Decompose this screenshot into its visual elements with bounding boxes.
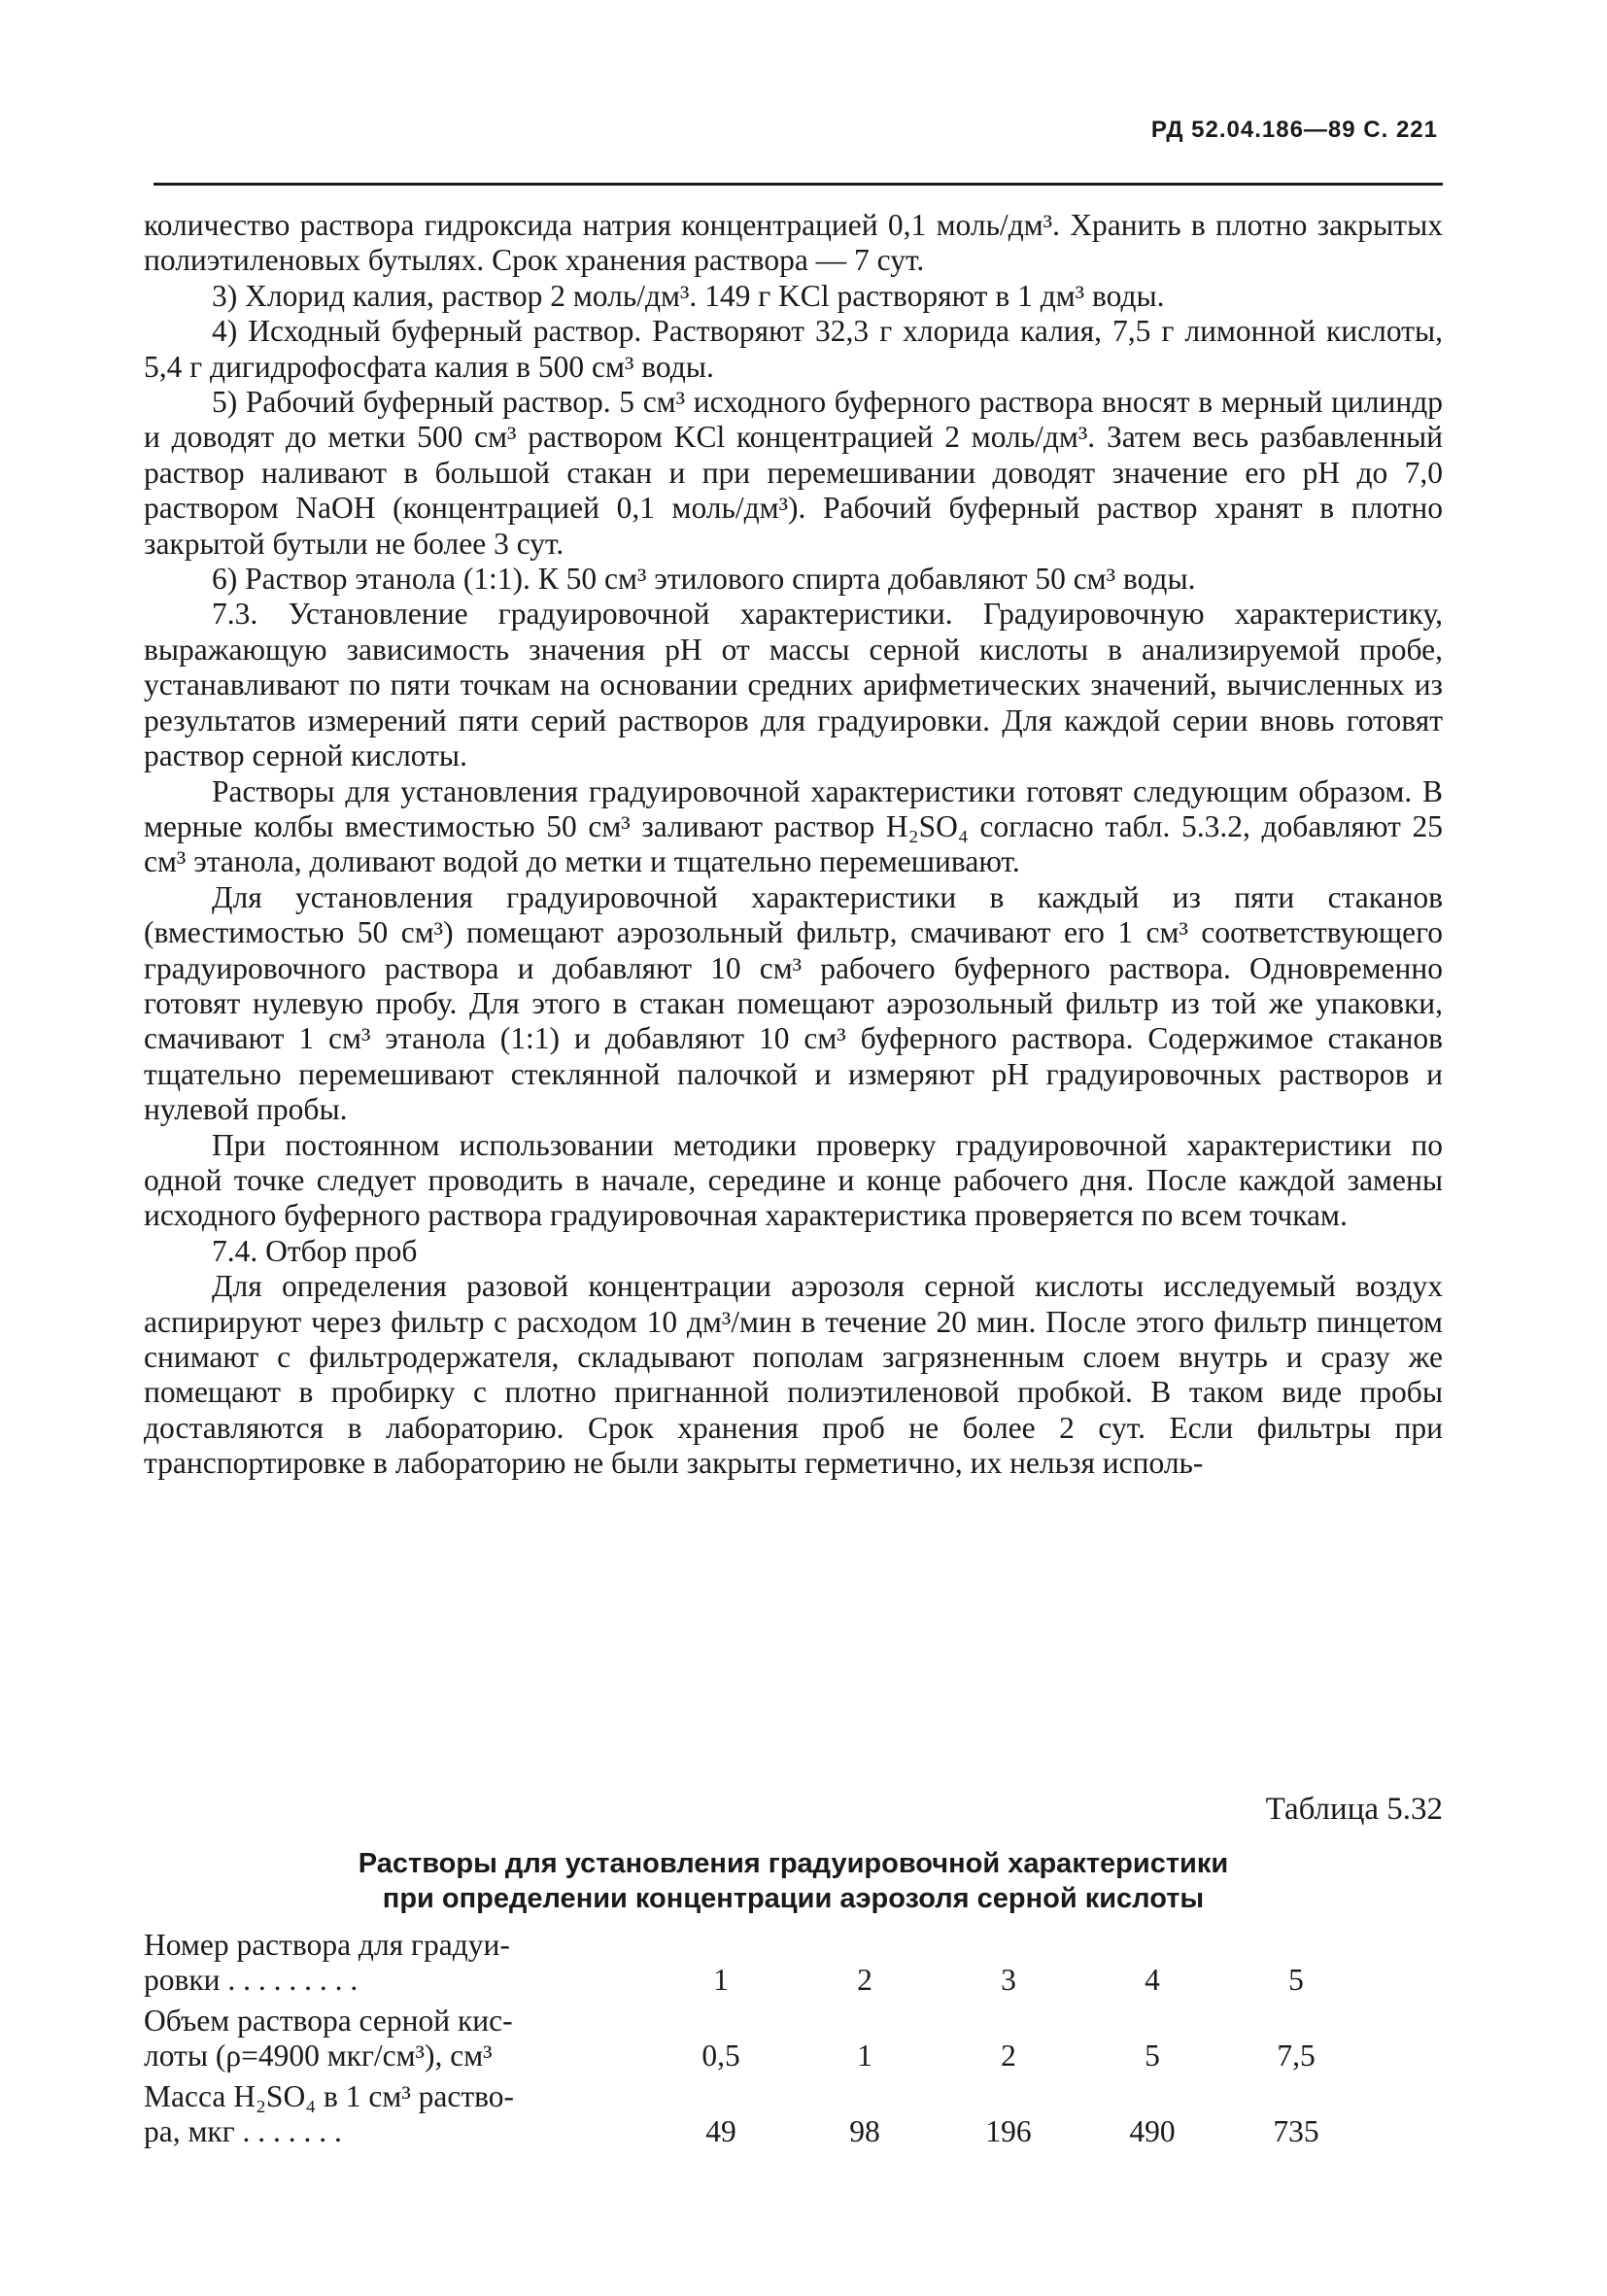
paragraph-1: 3) Хлорид калия, раствор 2 моль/дм³. 149 г KCl растворяют в 1 дм³ воды.	[212, 278, 1165, 313]
table-title-line-1: Растворы для установления градуировочной характеристики	[358, 1848, 1229, 1879]
row-label-line-2: ровки . . . . . . . . .	[144, 1963, 359, 1997]
table-title	[144, 1846, 1443, 1916]
paragraph-3: 5) Рабочий буферный раствор. 5 см³ исходного буферного раствора вносят в мерный цилиндр и доводят до метки 500 см³ раствором KCl концентрацией 2 моль/дм³. Затем весь разбавленный раствор наливают в большой стакан и при перемешивании доводят значение его pH до 7,0 раствором NaOH (концентрацией 0,1 моль/дм³). Рабочий буферный раствор хранят в плотно закрытой бутыли не более 3 сут.	[144, 385, 1443, 561]
table-cell: 7,5	[1277, 2039, 1316, 2073]
table-cell: 196	[985, 2114, 1032, 2148]
paragraph-5: 7.3. Установление градуировочной характеристики. Градуировочную характеристику, выражающую зависимость значения pH от массы серной кислоты в анализируемой пробе, устанавливают по пяти точкам на основании средних арифметических значений, вычисленных из результатов измерений пяти серий растворов для градуировки. Для каждой серии вновь готовят раствор серной кислоты.	[144, 597, 1443, 773]
table-cell: 5	[1145, 2039, 1160, 2073]
table-cell: 0,5	[701, 2039, 740, 2073]
paragraph-8: При постоянном использовании методики проверку градуировочной характеристики по одной точке следует проводить в начале, середине и конце рабочего дня. После каждой замены исходного буферного раствора градуировочная характеристика проверяется по всем точкам.	[144, 1127, 1443, 1233]
table-cell: 5	[1288, 1963, 1304, 1997]
table-cell: 1	[857, 2039, 872, 2073]
row-label-line-2: ра, мкг . . . . . . .	[144, 2114, 342, 2148]
section-heading-7-4: 7.4. Отбор проб	[212, 1233, 418, 1268]
row-label-line-1: Номер раствора для градуи-	[144, 1928, 510, 1962]
table-number: Таблица 5.32	[1265, 1792, 1443, 1827]
table-cell: 98	[849, 2114, 880, 2148]
page-header-reference: РД 52.04.186—89 С. 221	[1150, 117, 1438, 143]
paragraph-0: количество раствора гидроксида натрия концентрацией 0,1 моль/дм³. Хранить в плотно закрытых полиэтиленовых бутылях. Срок хранения раствора — 7 сут.	[144, 208, 1443, 278]
table-cell: 4	[1145, 1963, 1160, 1997]
table-cell: 1	[713, 1963, 729, 1997]
paragraph-7: Для установления градуировочной характеристики в каждый из пяти стаканов (вместимостью 50 см³) помещают аэрозольный фильтр, смачивают его 1 см³ соответствующего градуировочного раствора и добавляют 10 см³ рабочего буферного раствора. Одновременно готовят нулевую пробу. Для этого в стакан помещают аэрозольный фильтр из той же упаковки, смачивают 1 см³ этанола (1:1) и добавляют 10 см³ буферного раствора. Содержимое стаканов тщательно перемешивают стеклянной палочкой и измеряют pH градуировочных растворов и нулевой пробы.	[144, 879, 1443, 1127]
table-cell: 2	[1001, 2039, 1016, 2073]
table-row	[144, 2004, 1368, 2079]
row-label-line-1: Объем раствора серной кис-	[144, 2004, 513, 2038]
table-cell: 3	[1001, 1963, 1016, 1997]
table-row	[144, 1928, 1368, 2004]
paragraph-6: Растворы для установления градуировочной характеристики готовят следующим образом. В мерные колбы вместимостью 50 см³ заливают раствор H₂SO₄ согласно табл. 5.3.2, добавляют 25 см³ этанола, доливают водой до метки и тщательно перемешивают.	[144, 773, 1443, 879]
row-label	[144, 2079, 649, 2155]
paragraph-4: 6) Раствор этанола (1:1). К 50 см³ этилового спирта добавляют 50 см³ воды.	[212, 562, 1196, 597]
calibration-table	[144, 1928, 1368, 2155]
table-cell: 49	[705, 2114, 736, 2148]
table-cell: 735	[1273, 2114, 1319, 2148]
body-text	[144, 208, 1443, 1482]
header-rule	[154, 183, 1443, 186]
paragraph-10: Для определения разовой концентрации аэрозоля серной кислоты исследуемый воздух аспирируют через фильтр с расходом 10 дм³/мин в течение 20 мин. После этого фильтр пинцетом снимают с фильтродержателя, складывают пополам загрязненным слоем внутрь и сразу же помещают в пробирку с плотно пригнанной полиэтиленовой пробкой. В таком виде пробы доставляются в лабораторию. Срок хранения проб не более 2 сут. Если фильтры при транспортировке в лабораторию не были закрыты герметично, их нельзя исполь-	[144, 1269, 1443, 1481]
paragraph-2: 4) Исходный буферный раствор. Растворяют 32,3 г хлорида калия, 7,5 г лимонной кислоты, 5,4 г дигидрофосфата калия в 500 см³ воды.	[144, 314, 1443, 384]
table-row	[144, 2079, 1368, 2155]
table-cell: 2	[857, 1963, 872, 1997]
row-label	[144, 1928, 649, 2004]
row-label-line-1: Масса H₂SO₄ в 1 см³ раство-	[144, 2079, 515, 2113]
table-cell: 490	[1129, 2114, 1176, 2148]
table-title-line-2: при определении концентрации аэрозоля серной кислоты	[382, 1883, 1205, 1914]
row-label-line-2: лоты (ρ=4900 мкг/см³), см³	[144, 2039, 493, 2073]
row-label	[144, 2004, 649, 2079]
